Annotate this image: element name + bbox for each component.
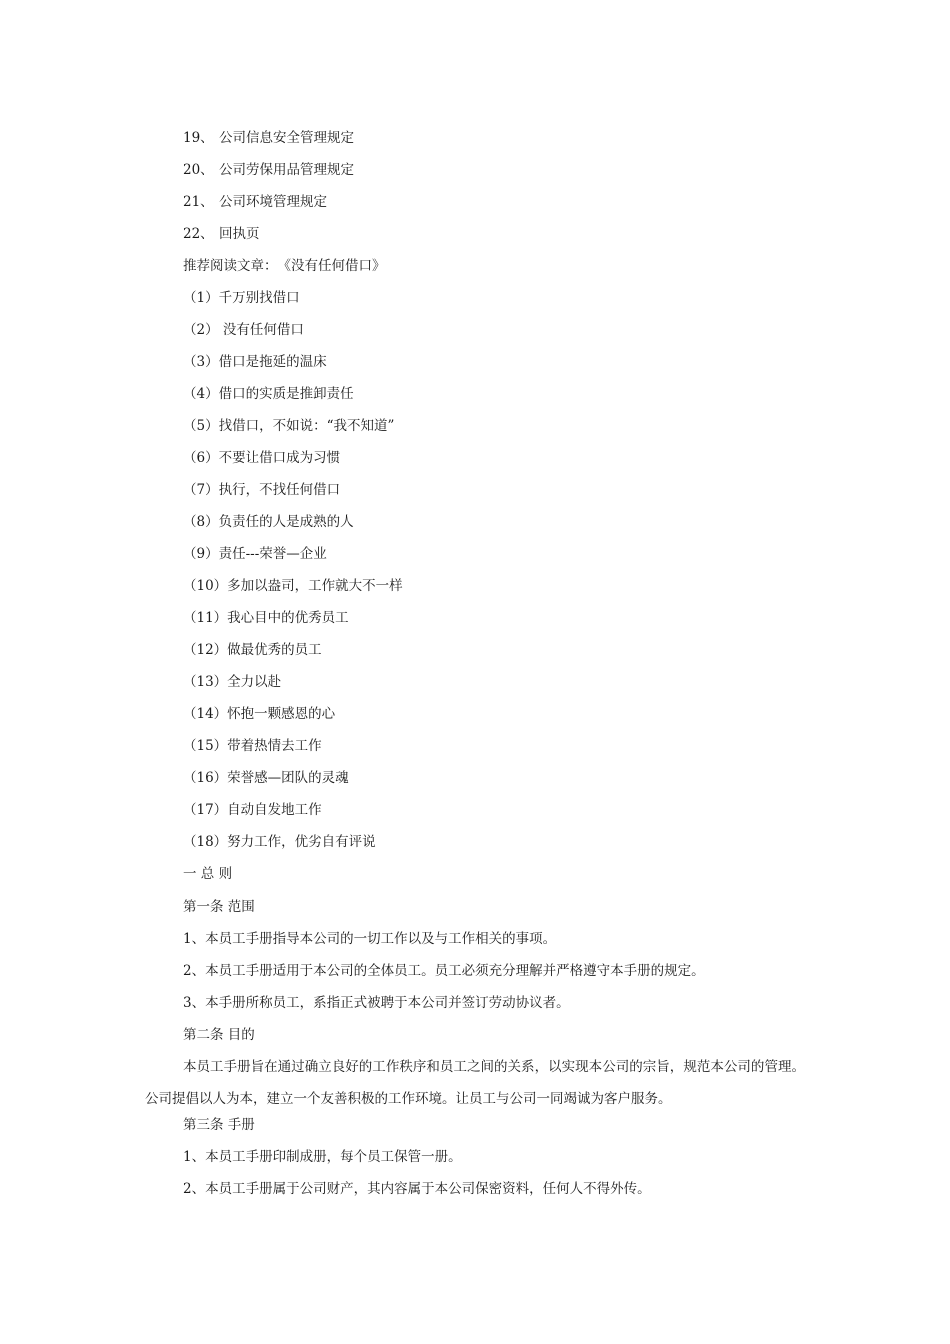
article-1-item: 3、本手册所称员工，系指正式被聘于本公司并签订劳动协议者。	[183, 995, 570, 1011]
article-3-title: 第三条 手册	[183, 1117, 255, 1133]
reading-list-item: （16）荣誉感—团队的灵魂	[183, 770, 349, 786]
toc-item	[183, 129, 354, 147]
article-3-item: 2、本员工手册属于公司财产，其内容属于本公司保密资料，任何人不得外传。	[183, 1181, 651, 1197]
toc-item	[183, 193, 327, 211]
reading-list-item: （7）执行，不找任何借口	[183, 482, 341, 498]
chapter-heading: 一 总 则	[183, 866, 233, 882]
reading-list-item: （15）带着热情去工作	[183, 738, 322, 754]
toc-item-label: 公司环境管理规定	[219, 194, 327, 210]
reading-list-item: （17）自动自发地工作	[183, 802, 322, 818]
toc-item-label: 公司信息安全管理规定	[219, 130, 354, 146]
reading-list-item: （5）找借口，不如说：“我不知道”	[183, 418, 395, 434]
toc-item-number: 21、	[183, 194, 214, 210]
reading-list-item: （8）负责任的人是成熟的人	[183, 514, 354, 530]
reading-list-item: （1）千万别找借口	[183, 290, 300, 306]
recommended-reading-title: 推荐阅读文章： 《没有任何借口》	[183, 258, 386, 274]
reading-list-item: （10）多加以盎司，工作就大不一样	[183, 578, 403, 594]
article-2-paragraph: 本员工手册旨在通过确立良好的工作秩序和员工之间的关系，以实现本公司的宗旨，规范本公司的管理。公司提倡以人为本，建立一个友善积极的工作环境。让员工与公司一同竭诚为客户服务。	[145, 1059, 805, 1107]
reading-list-item: （11）我心目中的优秀员工	[183, 610, 349, 626]
reading-list-item: （4）借口的实质是推卸责任	[183, 386, 354, 402]
article-1-item: 2、本员工手册适用于本公司的全体员工。员工必须充分理解并严格遵守本手册的规定。	[183, 963, 705, 979]
toc-item-number: 22、	[183, 226, 214, 242]
reading-list-item: （2） 没有任何借口	[183, 322, 304, 338]
reading-list-item: （3）借口是拖延的温床	[183, 354, 327, 370]
article-2-title: 第二条 目的	[183, 1027, 255, 1043]
toc-item-label: 回执页	[219, 226, 260, 242]
reading-list-item: （6）不要让借口成为习惯	[183, 450, 341, 466]
article-1-item: 1、本员工手册指导本公司的一切工作以及与工作相关的事项。	[183, 931, 557, 947]
article-3-item: 1、本员工手册印制成册，每个员工保管一册。	[183, 1149, 462, 1165]
toc-item	[183, 225, 260, 243]
reading-list-item: （12）做最优秀的员工	[183, 642, 322, 658]
reading-list-item: （13）全力以赴	[183, 674, 282, 690]
toc-item-number: 19、	[183, 130, 214, 146]
toc-item-label: 公司劳保用品管理规定	[219, 162, 354, 178]
reading-list-item: （18）努力工作，优劣自有评说	[183, 834, 376, 850]
reading-list-item: （14）怀抱一颗感恩的心	[183, 706, 336, 722]
article-1-title: 第一条 范围	[183, 899, 255, 915]
toc-item-number: 20、	[183, 162, 214, 178]
reading-list-item: （9）责任---荣誉—企业	[183, 546, 327, 562]
toc-item	[183, 161, 354, 179]
